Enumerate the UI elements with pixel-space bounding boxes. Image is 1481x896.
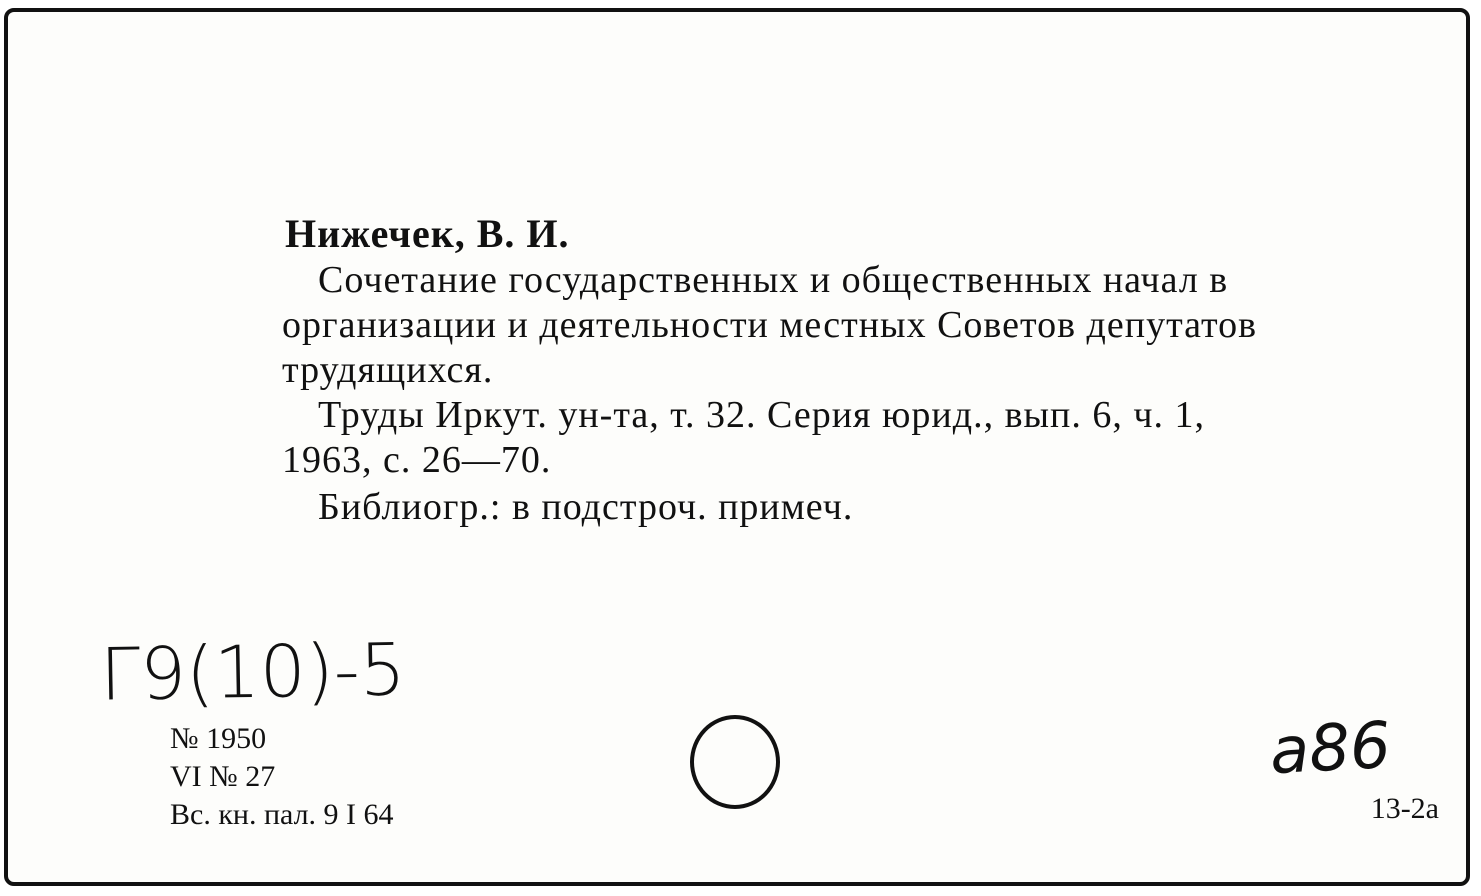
title-line-2: организации и деятельности местных Советов депутатов xyxy=(282,304,1258,346)
chamber-code: Вс. кн. пал. 9 I 64 xyxy=(170,798,394,831)
print-code: 13-2а xyxy=(1370,792,1439,825)
bibliography-note: Библиогр.: в подстроч. примеч. xyxy=(318,486,854,528)
author-name: Нижечек, В. И. xyxy=(285,211,570,256)
series-number: VI № 27 xyxy=(170,760,276,793)
title-line-1: Сочетание государственных и общественных начал в xyxy=(318,259,1229,301)
handwritten-inventory-mark: а86 xyxy=(1268,708,1393,790)
title-line-3: трудящихся. xyxy=(282,349,494,391)
handwritten-shelf-mark: Г9(10)-5 xyxy=(99,627,407,717)
source-line-1: Труды Иркут. ун-та, т. 32. Серия юрид., вып. 6, ч. 1, xyxy=(318,394,1205,436)
source-line-2: 1963, с. 26—70. xyxy=(282,439,552,481)
record-number: № 1950 xyxy=(170,722,267,755)
circle-mark xyxy=(690,715,780,809)
